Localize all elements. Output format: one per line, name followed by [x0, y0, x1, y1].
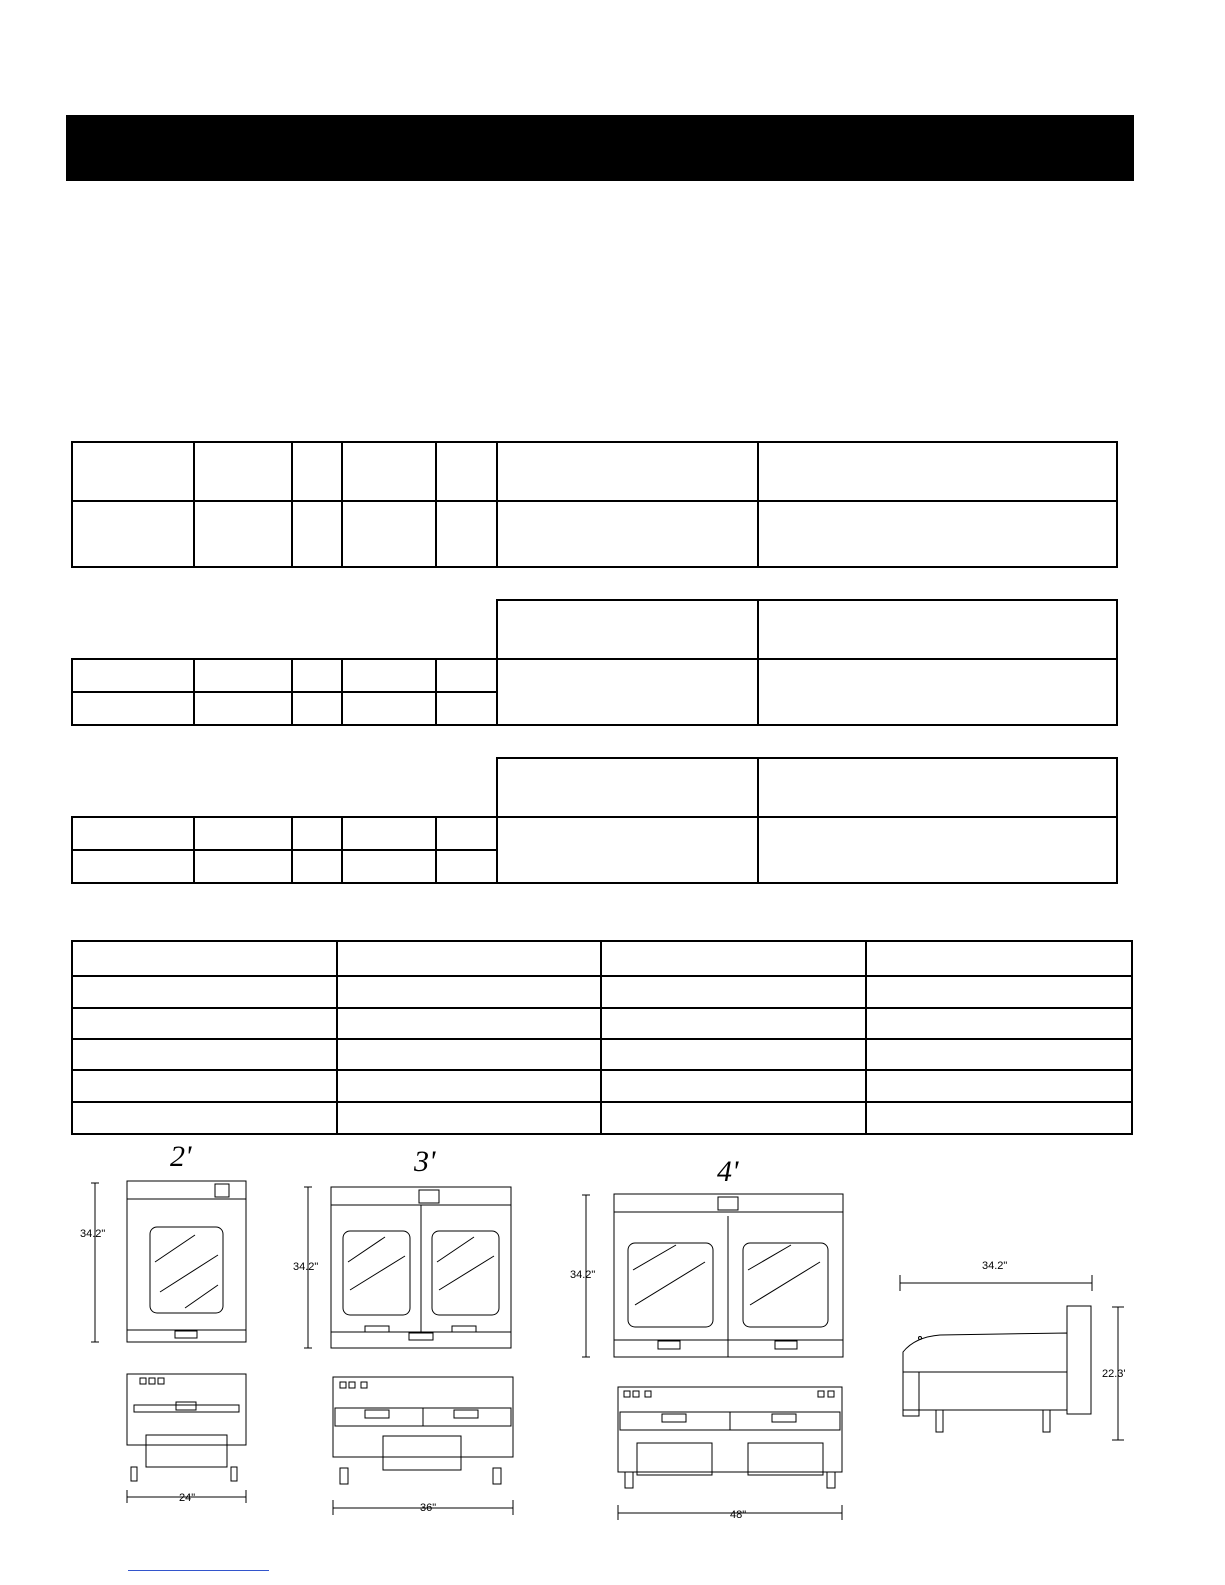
- width-label-2ft: 24": [179, 1492, 196, 1504]
- footer-link[interactable]: [128, 1570, 269, 1571]
- size-label-4ft: 4': [717, 1155, 739, 1188]
- height-label-2ft: 34.2": [80, 1228, 106, 1240]
- height-label-4ft: 34.2": [570, 1269, 596, 1281]
- width-label-3ft: 36": [420, 1502, 437, 1514]
- height-label-3ft: 34.2": [293, 1261, 319, 1273]
- size-label-2ft: 2': [170, 1140, 192, 1173]
- width-label-4ft: 48": [730, 1509, 747, 1521]
- side-height-label: 22.3': [1102, 1368, 1126, 1380]
- size-label-3ft: 3': [414, 1145, 436, 1178]
- side-depth-label: 34.2": [982, 1260, 1008, 1272]
